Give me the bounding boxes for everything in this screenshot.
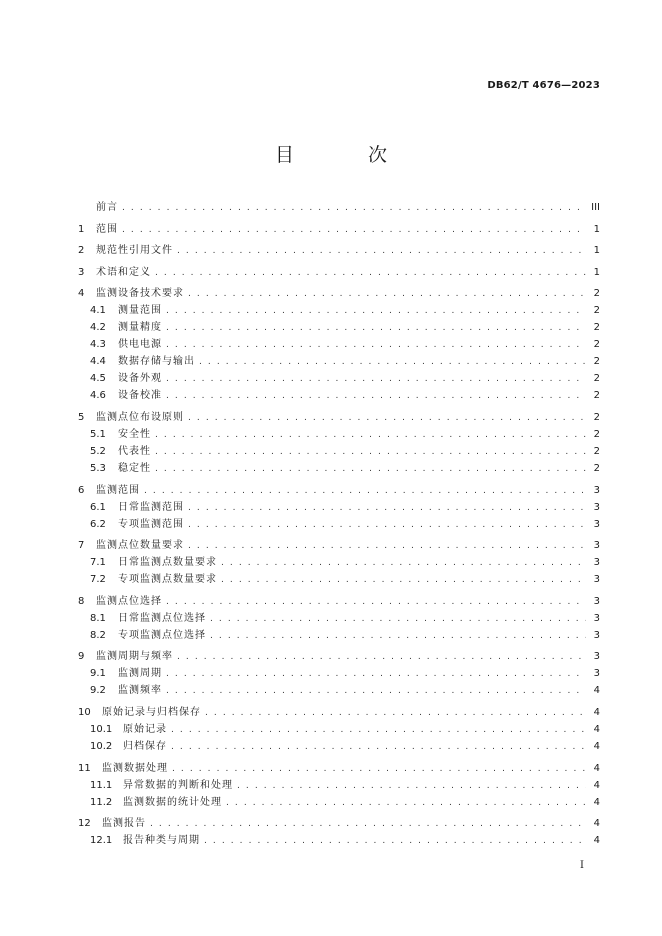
toc-entry-page: 2 [593,373,600,385]
toc-entry-page: 4 [593,706,600,718]
document-code: DB62/T 4676—2023 [487,80,600,91]
toc-entry-label: 原始记录 [123,723,167,735]
toc-entry-label: 归档保存 [123,740,167,752]
toc-entry-number: 7 [78,540,85,552]
toc-leader-dots [188,500,586,517]
toc-entry-page: 4 [593,835,600,847]
toc-entry-number: 8.1 [90,612,106,624]
toc-entry-page: III [591,202,600,213]
toc-entry[interactable] [78,704,600,721]
toc-entry[interactable] [78,409,600,426]
toc-leader-dots [210,628,586,645]
toc-entry-label: 报告种类与周期 [123,835,200,847]
toc-entry-number: 6.1 [90,501,106,513]
toc-entry-number: 4.1 [90,305,106,317]
toc-subentry[interactable] [78,627,600,644]
toc-entry-number: 4.6 [90,390,106,402]
toc-entry[interactable] [78,593,600,610]
toc-entry[interactable] [78,648,600,665]
toc-subentry[interactable] [78,499,600,516]
toc-entry-number: 5.2 [90,445,106,457]
toc-entry-page: 1 [593,223,600,235]
toc-entry-page: 2 [593,445,600,457]
toc-entry-page: 3 [593,501,600,513]
toc-entry-label: 监测点位数量要求 [96,540,184,552]
toc-entry[interactable] [78,264,600,281]
toc-entry-number: 6.2 [90,518,106,530]
toc-entry-number: 8.2 [90,629,106,641]
toc-leader-dots [188,410,586,427]
toc-entry-number: 1 [78,223,85,235]
toc-entry-page: 3 [593,484,600,496]
toc-entry-label: 术语和定义 [96,266,151,278]
toc-leader-dots [221,572,586,589]
toc-entry[interactable] [78,199,600,216]
toc-entry-label: 安全性 [118,428,151,440]
toc-entry-number: 3 [78,266,85,278]
toc-subentry[interactable] [78,738,600,755]
toc-entry-page: 4 [593,685,600,697]
toc-leader-dots [188,286,586,303]
toc-subentry[interactable] [78,571,600,588]
toc-entry-page: 3 [593,651,600,663]
toc-leader-dots [166,594,586,611]
page-title: 目 次 [274,144,422,166]
toc-entry-page: 2 [593,411,600,423]
toc-entry-label: 专项监测点位选择 [118,629,206,641]
toc-entry-label: 日常监测范围 [118,501,184,513]
toc-entry-label: 供电电源 [118,339,162,351]
toc-entry-number: 7.2 [90,574,106,586]
toc-leader-dots [172,761,586,778]
toc-subentry[interactable] [78,832,600,849]
toc-subentry[interactable] [78,319,600,336]
toc-entry-label: 日常监测点数量要求 [118,557,217,569]
toc-entry-number: 4.4 [90,356,106,368]
toc-entry[interactable] [78,815,600,832]
toc-entry-page: 2 [593,390,600,402]
toc-leader-dots [199,354,586,371]
toc-entry-page: 2 [593,288,600,300]
toc-entry-number: 11.1 [90,779,113,791]
toc-entry-label: 监测频率 [118,685,162,697]
toc-entry-number: 6 [78,484,85,496]
toc-leader-dots [204,833,586,850]
toc-entry-page: 3 [593,629,600,641]
toc-subentry[interactable] [78,682,600,699]
toc-entry-page: 2 [593,322,600,334]
toc-entry-label: 规范性引用文件 [96,245,173,257]
toc-entry-number: 4.3 [90,339,106,351]
toc-entry-page: 1 [593,245,600,257]
toc-leader-dots [171,739,586,756]
toc-entry-number: 11 [78,762,91,774]
toc-leader-dots [237,778,586,795]
toc-entry[interactable] [78,285,600,302]
toc-leader-dots [166,303,586,320]
toc-subentry[interactable] [78,370,600,387]
toc-subentry[interactable] [78,554,600,571]
toc-entry-page: 2 [593,356,600,368]
toc-entry-page: 4 [593,779,600,791]
toc-subentry[interactable] [78,460,600,477]
toc-entry-label: 范围 [96,223,118,235]
toc-entry-page: 2 [593,339,600,351]
toc-leader-dots [188,538,586,555]
toc-leader-dots [150,816,586,833]
toc-leader-dots [226,795,586,812]
toc-entry-page: 3 [593,668,600,680]
toc-entry-label: 监测周期与频率 [96,651,173,663]
toc-entry-number: 4 [78,288,85,300]
toc-entry-page: 3 [593,612,600,624]
toc-subentry[interactable] [78,426,600,443]
toc-leader-dots [166,683,586,700]
toc-entry-label: 监测点位选择 [96,595,162,607]
toc-subentry[interactable] [78,721,600,738]
toc-subentry[interactable] [78,777,600,794]
toc-subentry[interactable] [78,302,600,319]
toc-entry-number: 10.2 [90,740,113,752]
table-of-contents [78,199,600,849]
toc-entry-number: 2 [78,245,85,257]
toc-entry[interactable] [78,760,600,777]
toc-entry-page: 3 [593,540,600,552]
toc-entry-page: 3 [593,574,600,586]
toc-entry-number: 9 [78,651,85,663]
toc-leader-dots [177,649,586,666]
toc-leader-dots [166,666,586,683]
toc-entry-label: 代表性 [118,445,151,457]
toc-leader-dots [155,461,586,478]
toc-subentry[interactable] [78,336,600,353]
toc-entry-label: 稳定性 [118,462,151,474]
toc-entry-number: 5.3 [90,462,106,474]
toc-entry-label: 日常监测点位选择 [118,612,206,624]
toc-leader-dots [155,427,586,444]
toc-entry-number: 10.1 [90,723,113,735]
toc-entry-page: 1 [593,266,600,278]
toc-leader-dots [221,555,586,572]
toc-subentry[interactable] [78,516,600,533]
toc-entry-label: 前言 [96,202,118,213]
toc-entry-label: 测量精度 [118,322,162,334]
toc-entry-number: 7.1 [90,557,106,569]
toc-leader-dots [188,517,586,534]
toc-leader-dots [166,337,586,354]
toc-leader-dots [166,388,586,405]
toc-entry-page: 4 [593,740,600,752]
toc-entry-label: 监测数据的统计处理 [123,796,222,808]
toc-entry-label: 监测数据处理 [102,762,168,774]
toc-entry-page: 4 [593,818,600,830]
toc-leader-dots [122,222,586,239]
toc-entry-page: 4 [593,723,600,735]
toc-entry-number: 12 [78,818,91,830]
toc-leader-dots [205,705,586,722]
toc-entry-number: 8 [78,595,85,607]
toc-entry-label: 设备外观 [118,373,162,385]
toc-subentry[interactable] [78,665,600,682]
toc-leader-dots [177,243,586,260]
toc-entry-page: 2 [593,462,600,474]
toc-entry-label: 监测点位布设原则 [96,411,184,423]
toc-entry-number: 4.2 [90,322,106,334]
toc-entry-label: 测量范围 [118,305,162,317]
toc-entry-number: 5.1 [90,428,106,440]
toc-entry-label: 监测报告 [102,818,146,830]
toc-subentry[interactable] [78,794,600,811]
toc-subentry[interactable] [78,387,600,404]
toc-entry-number: 10 [78,706,91,718]
toc-entry-number: 9.1 [90,668,106,680]
toc-entry-label: 监测范围 [96,484,140,496]
toc-entry-number: 9.2 [90,685,106,697]
toc-entry-label: 专项监测范围 [118,518,184,530]
toc-entry-page: 3 [593,557,600,569]
toc-entry-page: 3 [593,518,600,530]
toc-leader-dots [144,483,586,500]
toc-entry-label: 设备校准 [118,390,162,402]
toc-leader-dots [210,611,586,628]
toc-leader-dots [166,371,586,388]
toc-entry[interactable] [78,242,600,259]
toc-entry-number: 12.1 [90,835,113,847]
toc-leader-dots [171,722,586,739]
toc-entry-label: 异常数据的判断和处理 [123,779,233,791]
toc-entry-label: 数据存储与输出 [118,356,195,368]
toc-entry-page: 2 [593,428,600,440]
page-number: I [580,860,584,871]
toc-entry-number: 11.2 [90,796,113,808]
toc-entry[interactable] [78,537,600,554]
toc-leader-dots [155,444,586,461]
toc-entry-number: 4.5 [90,373,106,385]
toc-entry-number: 5 [78,411,85,423]
toc-entry[interactable] [78,482,600,499]
toc-entry-label: 监测设备技术要求 [96,288,184,300]
toc-subentry[interactable] [78,353,600,370]
toc-entry-page: 2 [593,305,600,317]
toc-leader-dots [122,200,586,217]
toc-entry-label: 专项监测点数量要求 [118,574,217,586]
toc-entry-page: 3 [593,595,600,607]
toc-subentry[interactable] [78,610,600,627]
toc-subentry[interactable] [78,443,600,460]
toc-entry-page: 4 [593,796,600,808]
toc-leader-dots [155,265,586,282]
toc-entry-label: 原始记录与归档保存 [102,706,201,718]
toc-entry-label: 监测周期 [118,668,162,680]
toc-entry-page: 4 [593,762,600,774]
toc-entry[interactable] [78,221,600,238]
toc-leader-dots [166,320,586,337]
